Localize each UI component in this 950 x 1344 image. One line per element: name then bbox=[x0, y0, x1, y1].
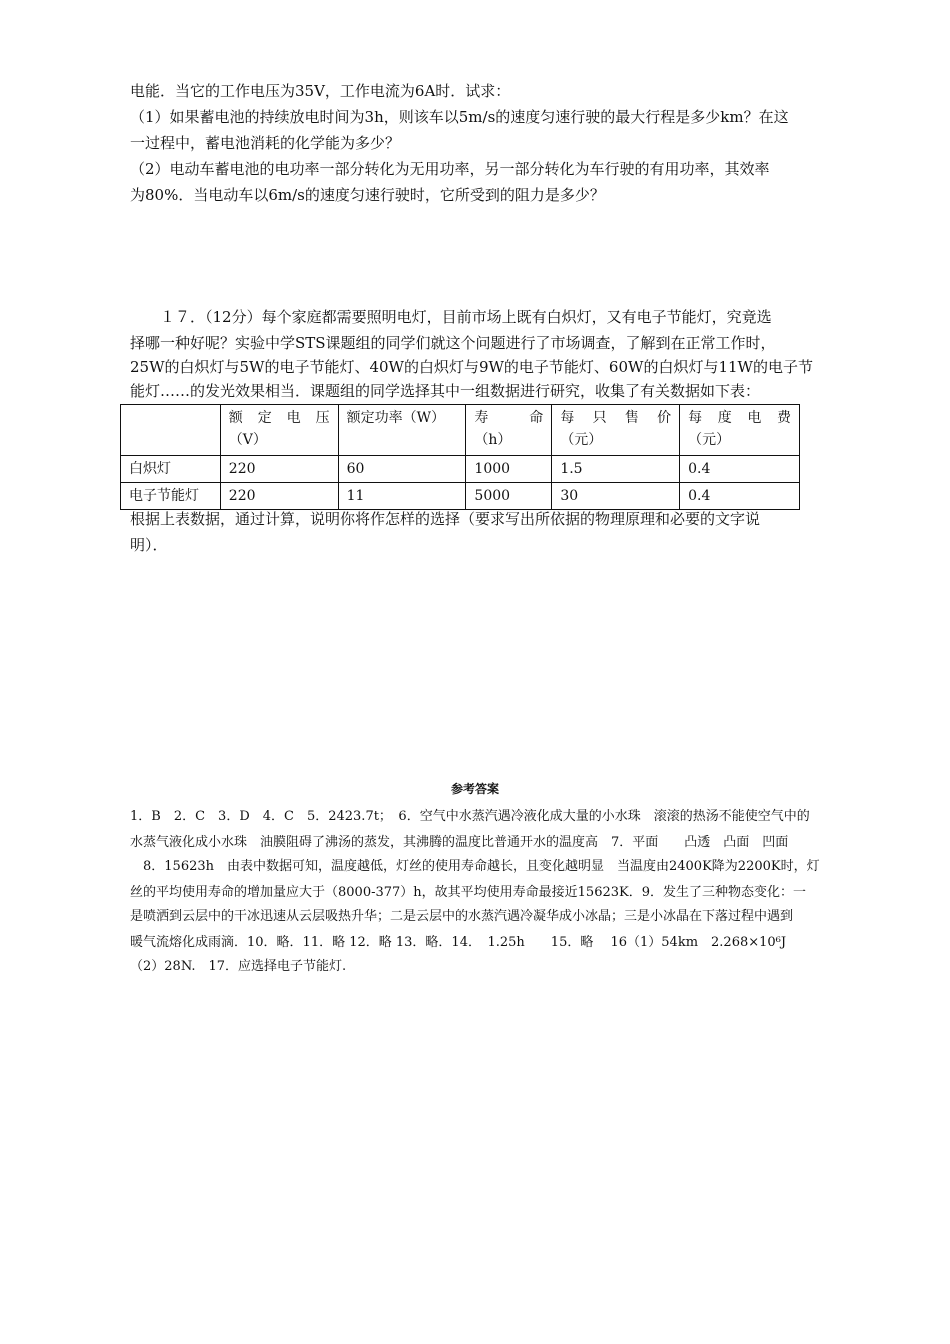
answer-title: 参考答案 bbox=[450, 782, 499, 796]
lamp-data-table bbox=[120, 404, 800, 510]
table-cell: 白炽灯 bbox=[121, 456, 221, 483]
header-cell-electricity-fee: 每度电费 （元） bbox=[680, 405, 800, 456]
q17-line-2: 择哪一种好呢？实验中学STS课题组的同学们就这个问题进行了市场调查，了解到在正常工作时， bbox=[130, 334, 776, 352]
q16-line-4: （2）电动车蓄电池的电功率一部分转化为无用功率，另一部分转化为车行驶的有用功率，其效率 bbox=[130, 160, 770, 178]
answer-line-1: 1．B 2．C 3．D 4．C 5．2423.7t； 6．空气中水蒸汽遇冷液化成大量的小水珠 滚滚的热汤不能使空气中的 bbox=[130, 809, 810, 824]
q16-line-5: 为80%．当电动车以6m/s的速度匀速行驶时，它所受到的阻力是多少？ bbox=[130, 186, 605, 204]
table-cell: 220 bbox=[220, 456, 338, 483]
q16-line-2: （1）如果蓄电池的持续放电时间为3h，则该车以5m/s的速度匀速行驶的最大行程是多少km？在这 bbox=[130, 108, 789, 126]
q16-line-1: 电能．当它的工作电压为35V，工作电流为6A时．试求： bbox=[130, 82, 511, 100]
q17-after-line-2: 明）． bbox=[130, 536, 168, 554]
table-row bbox=[121, 456, 800, 483]
q17-line-3: 25W的白炽灯与5W的电子节能灯、40W的白炽灯与9W的电子节能灯、60W的白炽灯与11W的电子节 bbox=[130, 358, 813, 376]
table-cell: 60 bbox=[338, 456, 466, 483]
table-cell: 1000 bbox=[466, 456, 552, 483]
q17-line-1: １７．（12分）每个家庭都需要照明电灯，目前市场上既有白炽灯，又有电子节能灯，究竟选 bbox=[160, 308, 772, 326]
header-cell-unit-price: 每只售价 （元） bbox=[552, 405, 680, 456]
table-cell: 0.4 bbox=[680, 456, 800, 483]
table-cell: 5000 bbox=[466, 483, 552, 510]
table-cell: 0.4 bbox=[680, 483, 800, 510]
answer-line-2: 水蒸气液化成小水珠 油膜阻碍了沸汤的蒸发，其沸腾的温度比普通开水的温度高 7．平面 凸透 凸面 凹面 bbox=[130, 835, 789, 850]
table-row bbox=[121, 483, 800, 510]
table-header-row bbox=[121, 405, 800, 456]
header-cell-lifespan: 寿命 （h） bbox=[466, 405, 552, 456]
table-cell: 1.5 bbox=[552, 456, 680, 483]
q16-line-3: 一过程中，蓄电池消耗的化学能为多少？ bbox=[130, 134, 401, 152]
table-cell: 30 bbox=[552, 483, 680, 510]
header-cell-rated-voltage: 额定电压 （V） bbox=[220, 405, 338, 456]
answer-line-6: 暖气流熔化成雨滴．10．略．11．略 12．略 13．略．14． 1.25h 15．略 16（1）54km 2.268×10⁶J bbox=[130, 935, 787, 950]
header-cell-rated-power: 额定功率（W） bbox=[338, 405, 466, 456]
answer-line-5: 是喷洒到云层中的干冰迅速从云层吸热升华；二是云层中的水蒸汽遇冷凝华成小冰晶；三是小冰晶在下落过程中遇到 bbox=[130, 909, 794, 924]
q17-after-line-1: 根据上表数据，通过计算，说明你将作怎样的选择（要求写出所依据的物理原理和必要的文字说 bbox=[130, 510, 761, 528]
table-cell: 220 bbox=[220, 483, 338, 510]
answer-line-4: 丝的平均使用寿命的增加量应大于（8000-377）h，故其平均使用寿命最接近15623K．9．发生了三种物态变化：一 bbox=[130, 885, 807, 900]
answer-line-3: 8．15623h 由表中数据可知，温度越低，灯丝的使用寿命越长，且变化越明显 当温度由2400K降为2200K时，灯 bbox=[130, 859, 820, 874]
table-cell: 电子节能灯 bbox=[121, 483, 221, 510]
answer-line-7: （2）28N. 17．应选择电子节能灯. bbox=[130, 959, 347, 974]
q17-line-4: 能灯……的发光效果相当．课题组的同学选择其中一组数据进行研究，收集了有关数据如下表： bbox=[130, 382, 761, 400]
table-cell: 11 bbox=[338, 483, 466, 510]
header-cell-empty bbox=[121, 405, 221, 456]
